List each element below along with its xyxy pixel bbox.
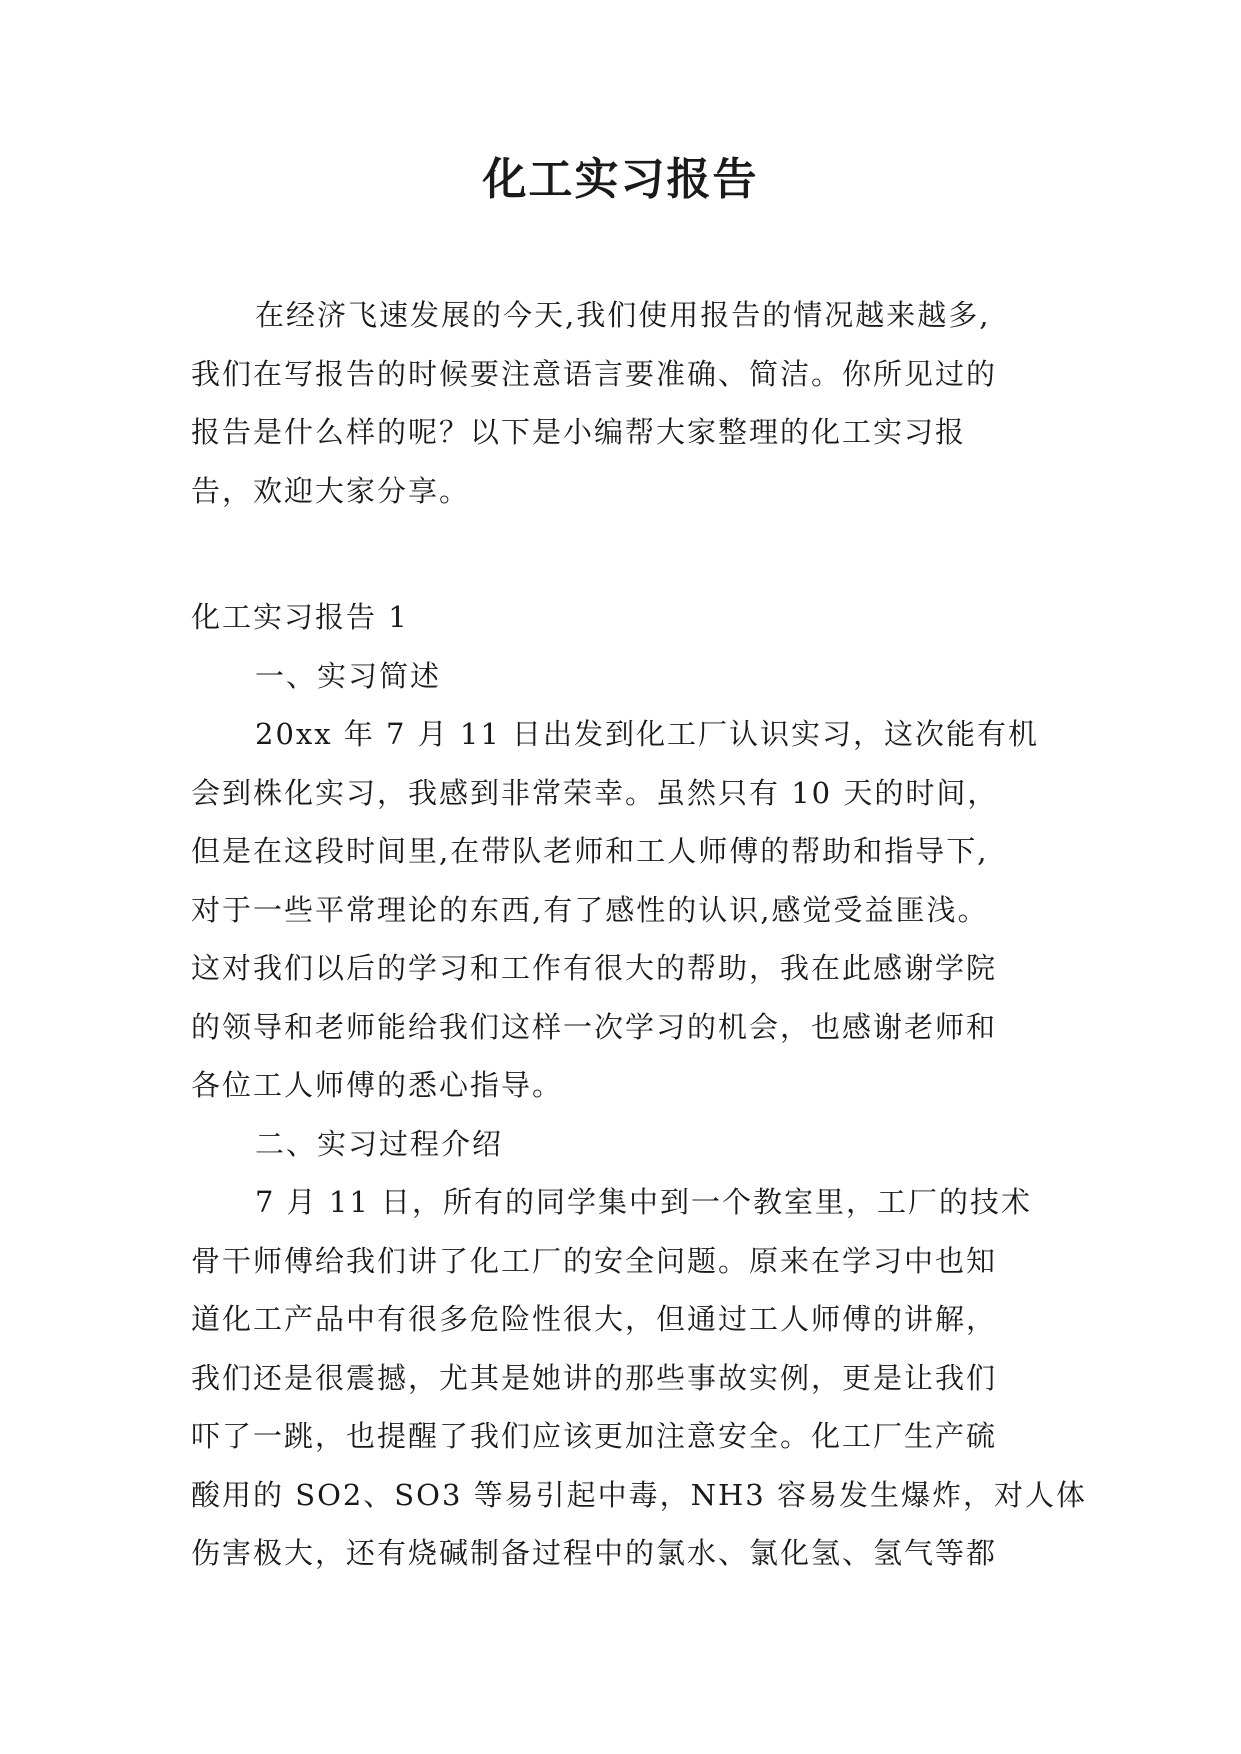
text-line: 告，欢迎大家分享。 [191, 473, 471, 508]
text-line: 伤害极大，还有烧碱制备过程中的氯水、氯化氢、氢气等都 [191, 1536, 998, 1570]
text-line: 20xx 年 7 月 11 日出发到化工厂认识实习，这次能有机 [255, 717, 1040, 751]
text-line: 的领导和老师能给我们这样一次学习的机会，也感谢老师和 [191, 1009, 998, 1044]
document-title: 化工实习报告 [482, 154, 759, 205]
text-line: 各位工人师傅的悉心指导。 [191, 1068, 564, 1102]
text-line: 但是在这段时间里,在带队老师和工人师傅的帮助和指导下, [191, 834, 989, 868]
text-line: 我们在写报告的时候要注意语言要准确、简洁。你所见过的 [191, 356, 998, 391]
text-line: 会到株化实习，我感到非常荣幸。虽然只有 10 天的时间， [191, 775, 999, 810]
text-line: 报告是什么样的呢？以下是小编帮大家整理的化工实习报 [191, 415, 967, 449]
text-line: 这对我们以后的学习和工作有很大的帮助，我在此感谢学院 [191, 951, 998, 985]
text-line: 酸用的 SO2、SO3 等易引起中毒，NH3 容易发生爆炸，对人体 [191, 1477, 1087, 1512]
text-line: 7 月 11 日，所有的同学集中到一个教室里，工厂的技术 [255, 1185, 1033, 1219]
text-line: 吓了一跳，也提醒了我们应该更加注意安全。化工厂生产硫 [191, 1419, 998, 1453]
text-line: 在经济飞速发展的今天,我们使用报告的情况越来越多, [255, 298, 991, 332]
text-line: 骨干师傅给我们讲了化工厂的安全问题。原来在学习中也知 [191, 1243, 998, 1278]
text-line: 我们还是很震撼，尤其是她讲的那些事故实例，更是让我们 [191, 1360, 998, 1395]
paragraph-gap [191, 520, 1061, 588]
document-body [191, 286, 1087, 1583]
text-line: 道化工产品中有很多危险性很大，但通过工人师傅的讲解， [191, 1302, 998, 1336]
text-line: 对于一些平常理论的东西,有了感性的认识,感觉受益匪浅。 [191, 892, 989, 927]
text-line: 一、实习简述 [255, 658, 442, 693]
text-line: 化工实习报告 1 [191, 600, 409, 634]
text-line: 二、实习过程介绍 [255, 1126, 504, 1161]
